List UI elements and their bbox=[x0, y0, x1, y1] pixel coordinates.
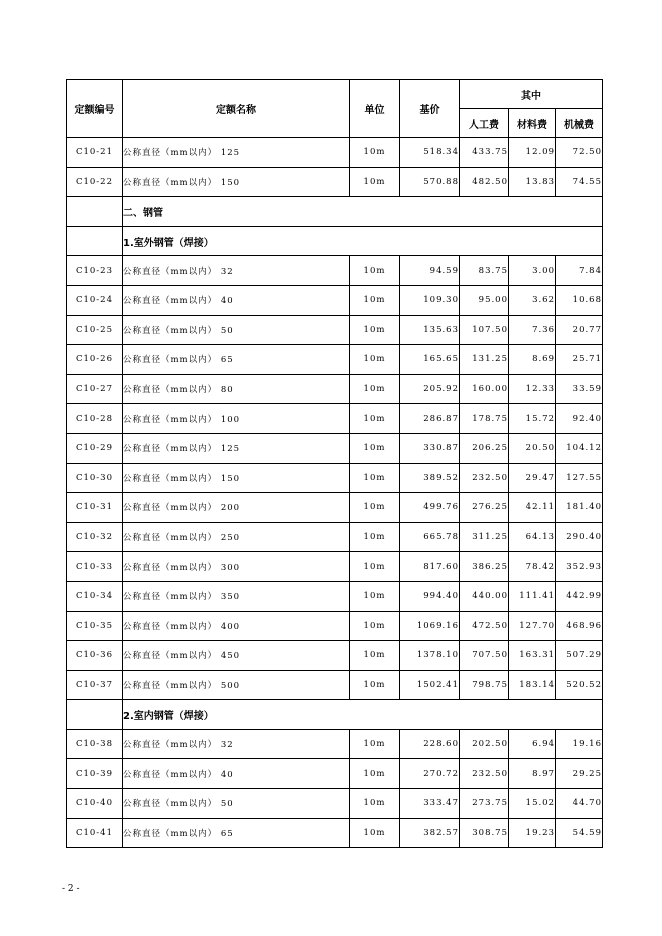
unit-cell: 10m bbox=[350, 285, 400, 315]
machine-cost-cell: 10.68 bbox=[556, 285, 603, 315]
base-price-cell: 1378.10 bbox=[400, 641, 460, 671]
base-price-cell: 228.60 bbox=[400, 729, 460, 759]
table-row bbox=[67, 374, 603, 404]
unit-cell: 10m bbox=[350, 493, 400, 523]
unit-cell: 10m bbox=[350, 818, 400, 848]
unit-cell: 10m bbox=[350, 729, 400, 759]
labor-cost-cell: 202.50 bbox=[460, 729, 509, 759]
section-label: 1.室外钢管（焊接） bbox=[123, 226, 603, 256]
machine-cost-cell: 74.55 bbox=[556, 167, 603, 197]
material-cost-cell: 29.47 bbox=[509, 463, 556, 493]
unit-cell: 10m bbox=[350, 404, 400, 434]
unit-cell: 10m bbox=[350, 581, 400, 611]
table-row bbox=[67, 789, 603, 819]
quota-code-cell: C10-37 bbox=[67, 670, 123, 700]
material-cost-cell: 7.36 bbox=[509, 315, 556, 345]
quota-code-cell: C10-24 bbox=[67, 285, 123, 315]
table-row bbox=[67, 493, 603, 523]
header-base-price: 基价 bbox=[400, 80, 460, 138]
material-cost-cell: 13.83 bbox=[509, 167, 556, 197]
quota-name-cell: 公称直径（mm以内） 80 bbox=[123, 374, 350, 404]
base-price-cell: 109.30 bbox=[400, 285, 460, 315]
machine-cost-cell: 104.12 bbox=[556, 433, 603, 463]
section-code-cell bbox=[67, 700, 123, 730]
table-row bbox=[67, 581, 603, 611]
table-row bbox=[67, 404, 603, 434]
machine-cost-cell: 181.40 bbox=[556, 493, 603, 523]
quota-code-cell: C10-30 bbox=[67, 463, 123, 493]
base-price-cell: 94.59 bbox=[400, 256, 460, 286]
page-number: - 2 - bbox=[62, 884, 80, 894]
labor-cost-cell: 276.25 bbox=[460, 493, 509, 523]
labor-cost-cell: 440.00 bbox=[460, 581, 509, 611]
table-row bbox=[67, 611, 603, 641]
base-price-cell: 165.65 bbox=[400, 345, 460, 375]
quota-name-cell: 公称直径（mm以内） 500 bbox=[123, 670, 350, 700]
quota-code-cell: C10-32 bbox=[67, 522, 123, 552]
machine-cost-cell: 290.40 bbox=[556, 522, 603, 552]
base-price-cell: 817.60 bbox=[400, 552, 460, 582]
labor-cost-cell: 206.25 bbox=[460, 433, 509, 463]
labor-cost-cell: 232.50 bbox=[460, 463, 509, 493]
base-price-cell: 382.57 bbox=[400, 818, 460, 848]
machine-cost-cell: 442.99 bbox=[556, 581, 603, 611]
material-cost-cell: 3.62 bbox=[509, 285, 556, 315]
quota-name-cell: 公称直径（mm以内） 150 bbox=[123, 167, 350, 197]
quota-code-cell: C10-34 bbox=[67, 581, 123, 611]
machine-cost-cell: 127.55 bbox=[556, 463, 603, 493]
base-price-cell: 286.87 bbox=[400, 404, 460, 434]
header-name: 定额名称 bbox=[123, 80, 350, 138]
quota-name-cell: 公称直径（mm以内） 300 bbox=[123, 552, 350, 582]
section-code-cell bbox=[67, 197, 123, 227]
machine-cost-cell: 352.93 bbox=[556, 552, 603, 582]
material-cost-cell: 111.41 bbox=[509, 581, 556, 611]
unit-cell: 10m bbox=[350, 463, 400, 493]
base-price-cell: 389.52 bbox=[400, 463, 460, 493]
quota-code-cell: C10-28 bbox=[67, 404, 123, 434]
base-price-cell: 333.47 bbox=[400, 789, 460, 819]
section-row bbox=[67, 226, 603, 256]
header-labor: 人工费 bbox=[460, 109, 509, 138]
header-machine: 机械费 bbox=[556, 109, 603, 138]
quota-code-cell: C10-35 bbox=[67, 611, 123, 641]
quota-name-cell: 公称直径（mm以内） 250 bbox=[123, 522, 350, 552]
quota-code-cell: C10-39 bbox=[67, 759, 123, 789]
header-code: 定额编号 bbox=[67, 80, 123, 138]
quota-code-cell: C10-38 bbox=[67, 729, 123, 759]
machine-cost-cell: 33.59 bbox=[556, 374, 603, 404]
machine-cost-cell: 92.40 bbox=[556, 404, 603, 434]
base-price-cell: 1069.16 bbox=[400, 611, 460, 641]
material-cost-cell: 127.70 bbox=[509, 611, 556, 641]
labor-cost-cell: 472.50 bbox=[460, 611, 509, 641]
base-price-cell: 665.78 bbox=[400, 522, 460, 552]
unit-cell: 10m bbox=[350, 138, 400, 168]
machine-cost-cell: 29.25 bbox=[556, 759, 603, 789]
section-row bbox=[67, 700, 603, 730]
base-price-cell: 205.92 bbox=[400, 374, 460, 404]
unit-cell: 10m bbox=[350, 315, 400, 345]
material-cost-cell: 183.14 bbox=[509, 670, 556, 700]
material-cost-cell: 12.09 bbox=[509, 138, 556, 168]
machine-cost-cell: 54.59 bbox=[556, 818, 603, 848]
quota-name-cell: 公称直径（mm以内） 32 bbox=[123, 729, 350, 759]
base-price-cell: 135.63 bbox=[400, 315, 460, 345]
quota-name-cell: 公称直径（mm以内） 40 bbox=[123, 759, 350, 789]
labor-cost-cell: 160.00 bbox=[460, 374, 509, 404]
quota-code-cell: C10-41 bbox=[67, 818, 123, 848]
quota-name-cell: 公称直径（mm以内） 40 bbox=[123, 285, 350, 315]
quota-name-cell: 公称直径（mm以内） 50 bbox=[123, 315, 350, 345]
labor-cost-cell: 131.25 bbox=[460, 345, 509, 375]
machine-cost-cell: 25.71 bbox=[556, 345, 603, 375]
base-price-cell: 330.87 bbox=[400, 433, 460, 463]
unit-cell: 10m bbox=[350, 552, 400, 582]
base-price-cell: 994.40 bbox=[400, 581, 460, 611]
material-cost-cell: 19.23 bbox=[509, 818, 556, 848]
table-row bbox=[67, 818, 603, 848]
table-row bbox=[67, 433, 603, 463]
labor-cost-cell: 232.50 bbox=[460, 759, 509, 789]
quota-name-cell: 公称直径（mm以内） 100 bbox=[123, 404, 350, 434]
material-cost-cell: 8.97 bbox=[509, 759, 556, 789]
unit-cell: 10m bbox=[350, 345, 400, 375]
header-material: 材料费 bbox=[509, 109, 556, 138]
quota-code-cell: C10-33 bbox=[67, 552, 123, 582]
quota-name-cell: 公称直径（mm以内） 125 bbox=[123, 138, 350, 168]
table-row bbox=[67, 670, 603, 700]
unit-cell: 10m bbox=[350, 167, 400, 197]
quota-code-cell: C10-40 bbox=[67, 789, 123, 819]
unit-cell: 10m bbox=[350, 789, 400, 819]
quota-name-cell: 公称直径（mm以内） 125 bbox=[123, 433, 350, 463]
material-cost-cell: 15.02 bbox=[509, 789, 556, 819]
base-price-cell: 518.34 bbox=[400, 138, 460, 168]
material-cost-cell: 3.00 bbox=[509, 256, 556, 286]
base-price-cell: 1502.41 bbox=[400, 670, 460, 700]
table-row bbox=[67, 552, 603, 582]
header-unit: 单位 bbox=[350, 80, 400, 138]
material-cost-cell: 12.33 bbox=[509, 374, 556, 404]
base-price-cell: 499.76 bbox=[400, 493, 460, 523]
quota-code-cell: C10-27 bbox=[67, 374, 123, 404]
table-row bbox=[67, 729, 603, 759]
quota-code-cell: C10-22 bbox=[67, 167, 123, 197]
table-row bbox=[67, 641, 603, 671]
quota-table bbox=[66, 79, 603, 848]
machine-cost-cell: 507.29 bbox=[556, 641, 603, 671]
base-price-cell: 270.72 bbox=[400, 759, 460, 789]
quota-code-cell: C10-29 bbox=[67, 433, 123, 463]
labor-cost-cell: 107.50 bbox=[460, 315, 509, 345]
labor-cost-cell: 178.75 bbox=[460, 404, 509, 434]
table-row bbox=[67, 285, 603, 315]
labor-cost-cell: 798.75 bbox=[460, 670, 509, 700]
quota-name-cell: 公称直径（mm以内） 150 bbox=[123, 463, 350, 493]
unit-cell: 10m bbox=[350, 759, 400, 789]
quota-name-cell: 公称直径（mm以内） 65 bbox=[123, 345, 350, 375]
header-group: 其中 bbox=[460, 80, 603, 109]
quota-code-cell: C10-23 bbox=[67, 256, 123, 286]
quota-name-cell: 公称直径（mm以内） 32 bbox=[123, 256, 350, 286]
table-row bbox=[67, 759, 603, 789]
unit-cell: 10m bbox=[350, 522, 400, 552]
table-header bbox=[67, 80, 603, 138]
quota-code-cell: C10-25 bbox=[67, 315, 123, 345]
unit-cell: 10m bbox=[350, 670, 400, 700]
section-label: 二、钢管 bbox=[123, 197, 603, 227]
quota-name-cell: 公称直径（mm以内） 65 bbox=[123, 818, 350, 848]
machine-cost-cell: 44.70 bbox=[556, 789, 603, 819]
quota-name-cell: 公称直径（mm以内） 450 bbox=[123, 641, 350, 671]
section-row bbox=[67, 197, 603, 227]
table-row bbox=[67, 463, 603, 493]
table-row bbox=[67, 315, 603, 345]
material-cost-cell: 20.50 bbox=[509, 433, 556, 463]
table-row bbox=[67, 522, 603, 552]
material-cost-cell: 15.72 bbox=[509, 404, 556, 434]
machine-cost-cell: 7.84 bbox=[556, 256, 603, 286]
quota-name-cell: 公称直径（mm以内） 400 bbox=[123, 611, 350, 641]
material-cost-cell: 42.11 bbox=[509, 493, 556, 523]
table-body bbox=[67, 138, 603, 848]
material-cost-cell: 8.69 bbox=[509, 345, 556, 375]
labor-cost-cell: 83.75 bbox=[460, 256, 509, 286]
labor-cost-cell: 311.25 bbox=[460, 522, 509, 552]
table-row bbox=[67, 138, 603, 168]
labor-cost-cell: 433.75 bbox=[460, 138, 509, 168]
material-cost-cell: 78.42 bbox=[509, 552, 556, 582]
material-cost-cell: 163.31 bbox=[509, 641, 556, 671]
quota-code-cell: C10-26 bbox=[67, 345, 123, 375]
quota-name-cell: 公称直径（mm以内） 50 bbox=[123, 789, 350, 819]
machine-cost-cell: 468.96 bbox=[556, 611, 603, 641]
quota-code-cell: C10-36 bbox=[67, 641, 123, 671]
labor-cost-cell: 273.75 bbox=[460, 789, 509, 819]
quota-name-cell: 公称直径（mm以内） 350 bbox=[123, 581, 350, 611]
section-label: 2.室内钢管（焊接） bbox=[123, 700, 603, 730]
labor-cost-cell: 95.00 bbox=[460, 285, 509, 315]
labor-cost-cell: 386.25 bbox=[460, 552, 509, 582]
labor-cost-cell: 482.50 bbox=[460, 167, 509, 197]
unit-cell: 10m bbox=[350, 641, 400, 671]
material-cost-cell: 64.13 bbox=[509, 522, 556, 552]
quota-code-cell: C10-31 bbox=[67, 493, 123, 523]
labor-cost-cell: 707.50 bbox=[460, 641, 509, 671]
machine-cost-cell: 19.16 bbox=[556, 729, 603, 759]
unit-cell: 10m bbox=[350, 374, 400, 404]
table-row bbox=[67, 167, 603, 197]
labor-cost-cell: 308.75 bbox=[460, 818, 509, 848]
section-code-cell bbox=[67, 226, 123, 256]
base-price-cell: 570.88 bbox=[400, 167, 460, 197]
quota-name-cell: 公称直径（mm以内） 200 bbox=[123, 493, 350, 523]
machine-cost-cell: 20.77 bbox=[556, 315, 603, 345]
table-row bbox=[67, 256, 603, 286]
quota-code-cell: C10-21 bbox=[67, 138, 123, 168]
unit-cell: 10m bbox=[350, 611, 400, 641]
material-cost-cell: 6.94 bbox=[509, 729, 556, 759]
machine-cost-cell: 72.50 bbox=[556, 138, 603, 168]
table-row bbox=[67, 345, 603, 375]
unit-cell: 10m bbox=[350, 256, 400, 286]
machine-cost-cell: 520.52 bbox=[556, 670, 603, 700]
unit-cell: 10m bbox=[350, 433, 400, 463]
